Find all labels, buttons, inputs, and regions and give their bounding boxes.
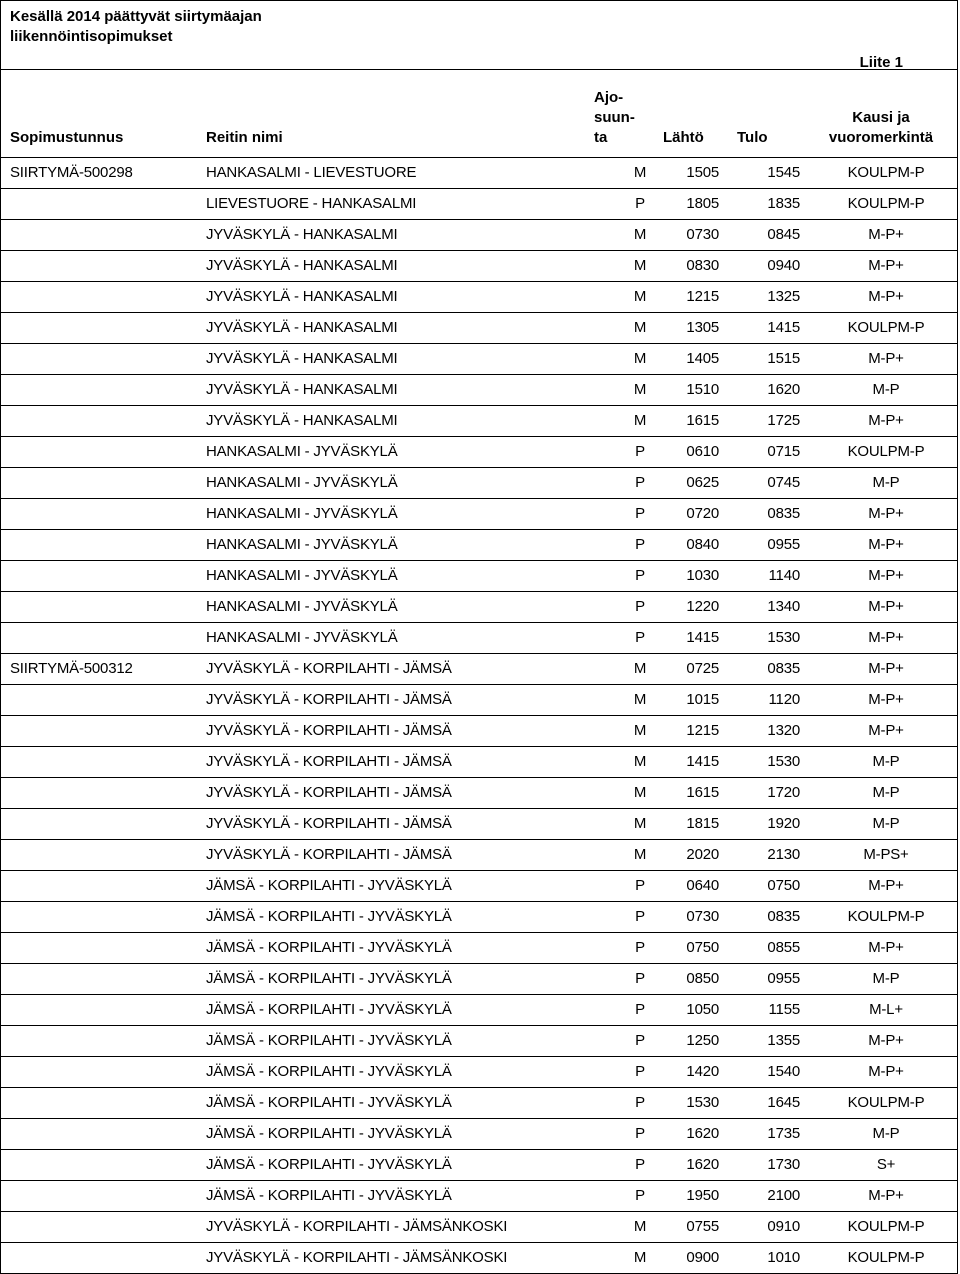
cell-departure: 1415 [686,753,719,770]
cell-route: HANKASALMI - JYVÄSKYLÄ [206,567,398,584]
table-row [0,840,958,871]
cell-season: M-P+ [868,1063,904,1080]
table-row [0,1212,958,1243]
cell-season: KOULPM-P [847,443,925,460]
cell-departure: 0840 [686,536,719,553]
cell-arrival: 1920 [767,815,800,832]
cell-direction: P [635,1032,645,1049]
cell-arrival: 1620 [767,381,800,398]
table-row [0,282,958,313]
table-row [0,499,958,530]
table-row [0,561,958,592]
cell-departure: 1405 [686,350,719,367]
cell-route: JÄMSÄ - KORPILAHTI - JYVÄSKYLÄ [206,1063,452,1080]
cell-direction: M [633,815,647,832]
cell-route: JYVÄSKYLÄ - HANKASALMI [206,319,398,336]
table-row [0,747,958,778]
table-row [0,1088,958,1119]
cell-arrival: 1340 [767,598,800,615]
cell-departure: 1250 [686,1032,719,1049]
cell-season: KOULPM-P [847,164,925,181]
table-row [0,313,958,344]
cell-direction: P [635,939,645,956]
cell-arrival: 0835 [767,505,800,522]
cell-route: JÄMSÄ - KORPILAHTI - JYVÄSKYLÄ [206,877,452,894]
cell-direction: P [635,567,645,584]
cell-season: M-P+ [868,257,904,274]
cell-arrival: 1540 [767,1063,800,1080]
cell-direction: P [635,1125,645,1142]
table-row [0,592,958,623]
cell-arrival: 1010 [767,1249,800,1266]
table-row [0,1150,958,1181]
table-row [0,158,958,189]
cell-route: HANKASALMI - LIEVESTUORE [206,164,417,181]
appendix-label: Liite 1 [859,54,903,71]
cell-season: M-P+ [868,629,904,646]
cell-arrival: 1515 [767,350,800,367]
cell-arrival: 1325 [767,288,800,305]
cell-arrival: 1545 [767,164,800,181]
cell-direction: P [635,195,645,212]
table-row [0,995,958,1026]
table-row [0,685,958,716]
cell-direction: P [635,1094,645,1111]
cell-season: M-P [872,474,900,491]
cell-departure: 1215 [686,722,719,739]
cell-direction: P [635,598,645,615]
cell-departure: 0730 [686,908,719,925]
cell-route: JÄMSÄ - KORPILAHTI - JYVÄSKYLÄ [206,1156,452,1173]
cell-season: M-P [872,970,900,987]
cell-direction: M [633,257,647,274]
cell-route: JYVÄSKYLÄ - KORPILAHTI - JÄMSÄNKOSKI [206,1249,508,1266]
column-header-route: Reitin nimi [206,129,283,146]
cell-route: JYVÄSKYLÄ - HANKASALMI [206,350,398,367]
cell-departure: 0610 [686,443,719,460]
cell-route: JYVÄSKYLÄ - KORPILAHTI - JÄMSÄ [206,660,452,677]
cell-season: M-P+ [868,939,904,956]
table-row [0,778,958,809]
cell-season: M-P+ [868,567,904,584]
cell-season: KOULPM-P [847,1249,925,1266]
table-row [0,251,958,282]
cell-departure: 1305 [686,319,719,336]
table-row [0,933,958,964]
table-row [0,1243,958,1274]
cell-route: JYVÄSKYLÄ - HANKASALMI [206,412,398,429]
table-row [0,468,958,499]
cell-arrival: 0855 [767,939,800,956]
cell-season: M-P+ [868,350,904,367]
table-row [0,1119,958,1150]
cell-departure: 1505 [686,164,719,181]
cell-arrival: 2130 [767,846,800,863]
column-header-direction: Ajo- suun- ta [594,89,635,146]
cell-departure: 0640 [686,877,719,894]
cell-direction: M [633,412,647,429]
cell-direction: P [635,1187,645,1204]
cell-route: JÄMSÄ - KORPILAHTI - JYVÄSKYLÄ [206,970,452,987]
cell-direction: P [635,970,645,987]
table-row [0,220,958,251]
cell-departure: 1815 [686,815,719,832]
cell-departure: 0720 [686,505,719,522]
table-body [0,158,958,1274]
cell-departure: 1615 [686,412,719,429]
cell-departure: 0830 [686,257,719,274]
cell-direction: M [633,1249,647,1266]
cell-departure: 1015 [686,691,719,708]
table-row [0,1181,958,1212]
cell-arrival: 1835 [767,195,800,212]
cell-arrival: 1530 [767,629,800,646]
cell-route: HANKASALMI - JYVÄSKYLÄ [206,443,398,460]
cell-season: KOULPM-P [847,1218,925,1235]
cell-route: JYVÄSKYLÄ - KORPILAHTI - JÄMSÄ [206,815,452,832]
cell-direction: M [633,753,647,770]
table-row [0,189,958,220]
cell-direction: P [635,536,645,553]
cell-departure: 1050 [686,1001,719,1018]
table-row [0,964,958,995]
cell-route: JYVÄSKYLÄ - KORPILAHTI - JÄMSÄ [206,846,452,863]
cell-route: LIEVESTUORE - HANKASALMI [206,195,417,212]
table-row [0,1026,958,1057]
cell-arrival: 1140 [768,567,800,584]
cell-direction: P [635,1156,645,1173]
table-row [0,344,958,375]
cell-route: JYVÄSKYLÄ - KORPILAHTI - JÄMSÄ [206,784,452,801]
cell-season: M-P [872,753,900,770]
cell-direction: P [635,629,645,646]
cell-season: M-P [872,784,900,801]
table-row [0,902,958,933]
cell-departure: 0725 [686,660,719,677]
column-header-departure: Lähtö [663,129,704,146]
table-row [0,406,958,437]
cell-route: JYVÄSKYLÄ - KORPILAHTI - JÄMSÄ [206,753,452,770]
cell-departure: 0755 [686,1218,719,1235]
cell-arrival: 0955 [767,970,800,987]
cell-route: JÄMSÄ - KORPILAHTI - JYVÄSKYLÄ [206,908,452,925]
cell-direction: P [635,1001,645,1018]
cell-departure: 1510 [686,381,719,398]
cell-route: HANKASALMI - JYVÄSKYLÄ [206,629,398,646]
cell-direction: M [633,350,647,367]
cell-arrival: 1735 [767,1125,800,1142]
cell-departure: 0625 [686,474,719,491]
table-row [0,1057,958,1088]
cell-departure: 1220 [686,598,719,615]
cell-direction: P [635,908,645,925]
cell-departure: 1420 [686,1063,719,1080]
cell-arrival: 0715 [767,443,800,460]
cell-season: M-P+ [868,226,904,243]
cell-season: M-P+ [868,877,904,894]
cell-departure: 1215 [686,288,719,305]
cell-arrival: 1720 [767,784,800,801]
cell-direction: P [635,877,645,894]
cell-departure: 1620 [686,1125,719,1142]
cell-direction: M [633,660,647,677]
cell-direction: M [633,288,647,305]
cell-arrival: 1725 [767,412,800,429]
cell-direction: M [633,226,647,243]
cell-departure: 1030 [686,567,719,584]
column-header-season: Kausi ja vuoromerkintä [828,109,934,146]
cell-direction: M [633,1218,647,1235]
document-title: Kesällä 2014 päättyvät siirtymäajan liikennöintisopimukset [10,8,262,45]
cell-season: KOULPM-P [847,195,925,212]
cell-direction: M [633,381,647,398]
cell-route: JYVÄSKYLÄ - KORPILAHTI - JÄMSÄ [206,722,452,739]
cell-season: KOULPM-P [847,1094,925,1111]
cell-arrival: 0835 [767,660,800,677]
cell-route: JÄMSÄ - KORPILAHTI - JYVÄSKYLÄ [206,939,452,956]
cell-departure: 0900 [686,1249,719,1266]
table-row [0,530,958,561]
column-header-contract: Sopimustunnus [10,129,124,146]
cell-season: M-P+ [868,288,904,305]
cell-season: M-P+ [868,691,904,708]
cell-route: JÄMSÄ - KORPILAHTI - JYVÄSKYLÄ [206,1001,452,1018]
cell-direction: P [635,1063,645,1080]
cell-season: M-P+ [868,412,904,429]
cell-route: HANKASALMI - JYVÄSKYLÄ [206,505,398,522]
cell-season: M-P+ [868,660,904,677]
cell-direction: M [633,846,647,863]
table-row [0,809,958,840]
cell-arrival: 0750 [767,877,800,894]
cell-arrival: 0910 [767,1218,800,1235]
cell-contract: SIIRTYMÄ-500298 [10,164,133,181]
cell-season: M-P [872,1125,900,1142]
cell-arrival: 0745 [767,474,800,491]
cell-season: M-P+ [868,536,904,553]
cell-arrival: 1155 [768,1001,800,1018]
cell-season: M-P+ [868,598,904,615]
cell-route: JYVÄSKYLÄ - HANKASALMI [206,226,398,243]
cell-departure: 1950 [686,1187,719,1204]
cell-direction: M [633,319,647,336]
cell-arrival: 1355 [767,1032,800,1049]
cell-route: JYVÄSKYLÄ - KORPILAHTI - JÄMSÄ [206,691,452,708]
cell-direction: M [633,784,647,801]
cell-season: KOULPM-P [847,908,925,925]
cell-arrival: 0835 [767,908,800,925]
cell-route: JYVÄSKYLÄ - HANKASALMI [206,381,398,398]
cell-season: M-P [872,815,900,832]
cell-season: KOULPM-P [847,319,925,336]
cell-direction: M [633,722,647,739]
title-block [0,0,958,70]
cell-direction: P [635,505,645,522]
cell-route: JÄMSÄ - KORPILAHTI - JYVÄSKYLÄ [206,1032,452,1049]
cell-departure: 1415 [686,629,719,646]
column-header-arrival: Tulo [737,129,768,146]
cell-departure: 0730 [686,226,719,243]
cell-route: HANKASALMI - JYVÄSKYLÄ [206,536,398,553]
cell-season: M-P+ [868,1032,904,1049]
cell-season: M-P+ [868,1187,904,1204]
table-row [0,623,958,654]
cell-departure: 1530 [686,1094,719,1111]
cell-arrival: 1730 [767,1156,800,1173]
cell-route: JÄMSÄ - KORPILAHTI - JYVÄSKYLÄ [206,1187,452,1204]
cell-season: S+ [876,1156,896,1173]
table-header [0,70,958,158]
cell-departure: 0850 [686,970,719,987]
cell-departure: 0750 [686,939,719,956]
table-row [0,437,958,468]
cell-direction: P [635,443,645,460]
cell-departure: 1805 [686,195,719,212]
cell-arrival: 0845 [767,226,800,243]
cell-season: M-P [872,381,900,398]
cell-route: JÄMSÄ - KORPILAHTI - JYVÄSKYLÄ [206,1094,452,1111]
cell-direction: P [635,474,645,491]
cell-direction: M [633,691,647,708]
cell-arrival: 1645 [767,1094,800,1111]
table-row [0,375,958,406]
cell-route: JYVÄSKYLÄ - KORPILAHTI - JÄMSÄNKOSKI [206,1218,508,1235]
cell-contract: SIIRTYMÄ-500312 [10,660,133,677]
cell-arrival: 1530 [767,753,800,770]
table-row [0,716,958,747]
cell-arrival: 2100 [767,1187,800,1204]
cell-season: M-P+ [868,722,904,739]
cell-route: JYVÄSKYLÄ - HANKASALMI [206,288,398,305]
cell-departure: 1620 [686,1156,719,1173]
cell-arrival: 1120 [768,691,800,708]
cell-arrival: 1320 [767,722,800,739]
cell-departure: 1615 [686,784,719,801]
table-row [0,654,958,685]
table-row [0,871,958,902]
cell-direction: M [633,164,647,181]
cell-season: M-L+ [869,1001,903,1018]
cell-season: M-PS+ [863,846,909,863]
cell-route: JYVÄSKYLÄ - HANKASALMI [206,257,398,274]
cell-arrival: 1415 [767,319,800,336]
cell-season: M-P+ [868,505,904,522]
cell-route: HANKASALMI - JYVÄSKYLÄ [206,474,398,491]
cell-route: JÄMSÄ - KORPILAHTI - JYVÄSKYLÄ [206,1125,452,1142]
cell-arrival: 0955 [767,536,800,553]
cell-route: HANKASALMI - JYVÄSKYLÄ [206,598,398,615]
cell-departure: 2020 [686,846,719,863]
cell-arrival: 0940 [767,257,800,274]
